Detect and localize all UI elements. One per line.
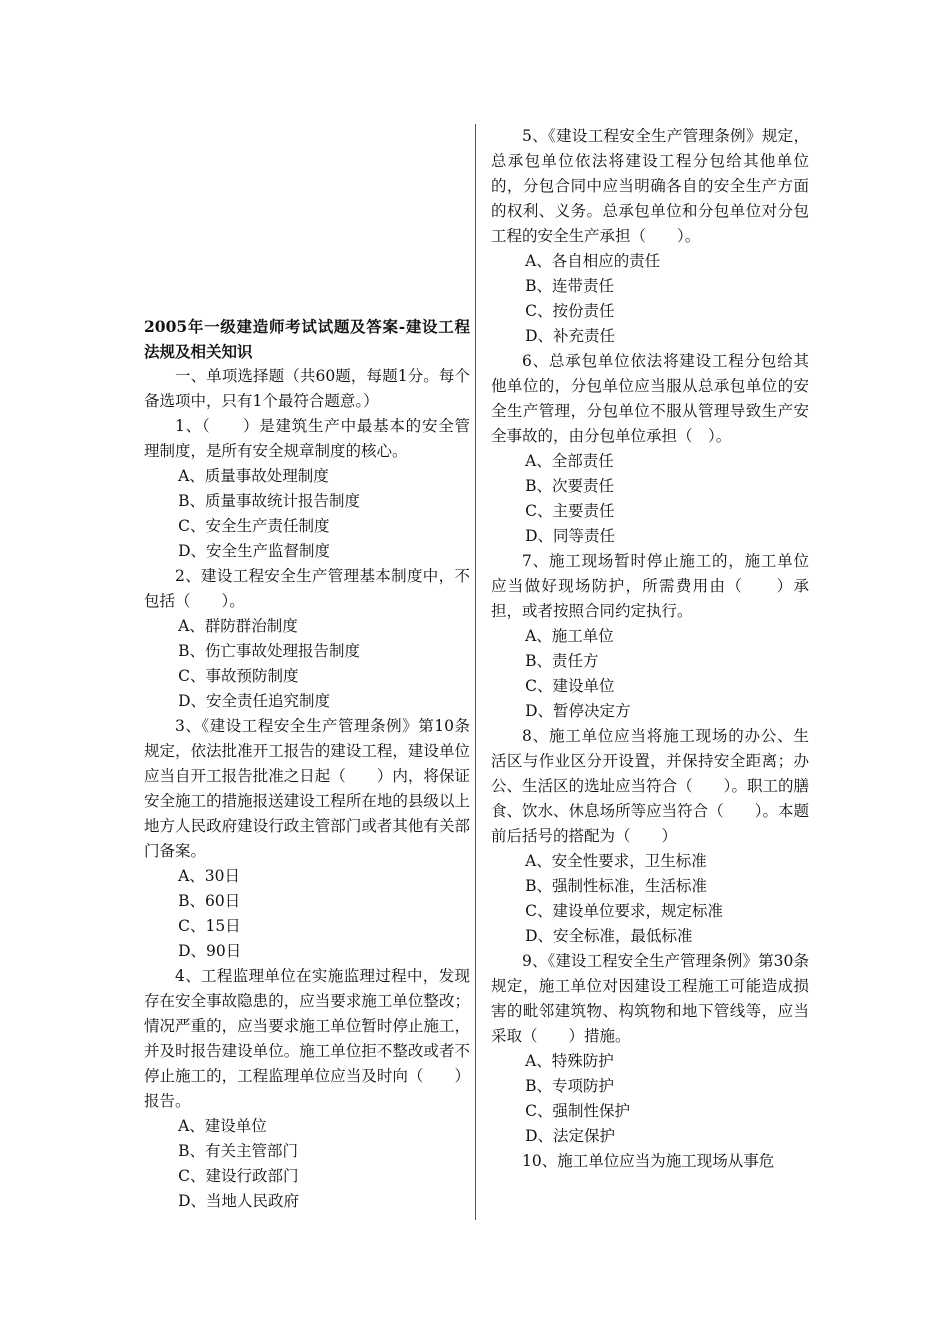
option-b: B、责任方 <box>525 652 599 670</box>
option-a: A、建设单位 <box>178 1117 267 1135</box>
question-stem: 8、施工单位应当将施工现场的办公、生活区与作业区分开设置，并保持安全距离；办公、生活区的选址应当符合（ ）。职工的膳食、饮水、休息场所等应当符合（ ）。本题前后括号的搭配为（ ） <box>491 727 809 845</box>
question-stem: 3、《建设工程安全生产管理条例》第10条规定，依法批准开工报告的建设工程，建设单位应当自开工报告批准之日起（ ）内，将保证安全施工的措施报送建设工程所在地的县级以上地方人民政府建设行政主管部门或者其他有关部门备案。 <box>144 717 470 860</box>
option-d: D、补充责任 <box>525 327 616 345</box>
option-d: D、同等责任 <box>525 527 616 545</box>
option-c: C、按份责任 <box>525 302 615 320</box>
option-b: B、专项防护 <box>525 1077 614 1095</box>
question-stem: 2、建设工程安全生产管理基本制度中，不包括（ ）。 <box>144 567 470 610</box>
option-a: A、全部责任 <box>525 452 614 470</box>
question-stem: 6、总承包单位依法将建设工程分包给其他单位的，分包单位应当服从总承包单位的安全生产管理，分包单位不服从管理导致生产安全事故的，由分包单位承担（ ）。 <box>491 352 809 445</box>
question-7 <box>491 549 809 724</box>
option-d: D、安全生产监督制度 <box>178 542 331 560</box>
left-column <box>144 314 470 1214</box>
question-stem: 10、施工单位应当为施工现场从事危 <box>522 1152 775 1170</box>
option-d: D、安全标准，最低标准 <box>525 927 693 945</box>
option-a: A、各自相应的责任 <box>525 252 661 270</box>
option-b: B、次要责任 <box>525 477 614 495</box>
option-c: C、建设行政部门 <box>178 1167 299 1185</box>
document-title: 2005年一级建造师考试试题及答案-建设工程法规及相关知识 <box>144 317 470 361</box>
option-b: B、强制性标准，生活标准 <box>525 877 707 895</box>
question-5 <box>491 124 809 349</box>
option-c: C、事故预防制度 <box>178 667 299 685</box>
option-b: B、质量事故统计报告制度 <box>178 492 360 510</box>
question-stem: 9、《建设工程安全生产管理条例》第30条规定，施工单位对因建设工程施工可能造成损害的毗邻建筑物、构筑物和地下管线等，应当采取（ ）措施。 <box>491 952 809 1045</box>
option-b: B、伤亡事故处理报告制度 <box>178 642 360 660</box>
option-a: A、安全性要求，卫生标准 <box>525 852 707 870</box>
option-d: D、安全责任追究制度 <box>178 692 331 710</box>
question-3 <box>144 714 470 964</box>
option-b: B、连带责任 <box>525 277 614 295</box>
option-d: D、暂停决定方 <box>525 702 631 720</box>
option-b: B、60日 <box>178 892 241 910</box>
question-1 <box>144 414 470 564</box>
option-a: A、30日 <box>178 867 241 885</box>
question-9 <box>491 949 809 1149</box>
option-d: D、法定保护 <box>525 1127 616 1145</box>
column-divider <box>475 124 476 1220</box>
option-b: B、有关主管部门 <box>178 1142 298 1160</box>
question-6 <box>491 349 809 549</box>
question-8 <box>491 724 809 949</box>
question-10 <box>491 1149 809 1174</box>
option-a: A、质量事故处理制度 <box>178 467 329 485</box>
option-d: D、当地人民政府 <box>178 1192 300 1210</box>
option-c: C、建设单位要求，规定标准 <box>525 902 723 920</box>
option-a: A、施工单位 <box>525 627 614 645</box>
option-a: A、特殊防护 <box>525 1052 614 1070</box>
option-c: C、建设单位 <box>525 677 615 695</box>
option-c: C、主要责任 <box>525 502 615 520</box>
question-4 <box>144 964 470 1214</box>
question-2 <box>144 564 470 714</box>
option-d: D、90日 <box>178 942 242 960</box>
option-c: C、安全生产责任制度 <box>178 517 330 535</box>
option-a: A、群防群治制度 <box>178 617 298 635</box>
question-stem: 1、（ ）是建筑生产中最基本的安全管理制度，是所有安全规章制度的核心。 <box>144 417 470 460</box>
question-stem: 7、施工现场暂时停止施工的，施工单位应当做好现场防护，所需费用由（ ）承担，或者按照合同约定执行。 <box>491 552 809 620</box>
question-stem: 5、《建设工程安全生产管理条例》规定，总承包单位依法将建设工程分包给其他单位的，分包合同中应当明确各自的安全生产方面的权利、义务。总承包单位和分包单位对分包工程的安全生产承担（ ）。 <box>491 127 809 245</box>
question-stem: 4、工程监理单位在实施监理过程中，发现存在安全事故隐患的，应当要求施工单位整改；情况严重的，应当要求施工单位暂时停止施工，并及时报告建设单位。施工单位拒不整改或者不停止施工的，工程监理单位应当及时向（ ）报告。 <box>144 967 470 1110</box>
right-column <box>491 124 809 1174</box>
option-c: C、15日 <box>178 917 241 935</box>
option-c: C、强制性保护 <box>525 1102 630 1120</box>
section-intro: 一、单项选择题（共60题，每题1分。每个备选项中，只有1个最符合题意。） <box>144 367 470 410</box>
